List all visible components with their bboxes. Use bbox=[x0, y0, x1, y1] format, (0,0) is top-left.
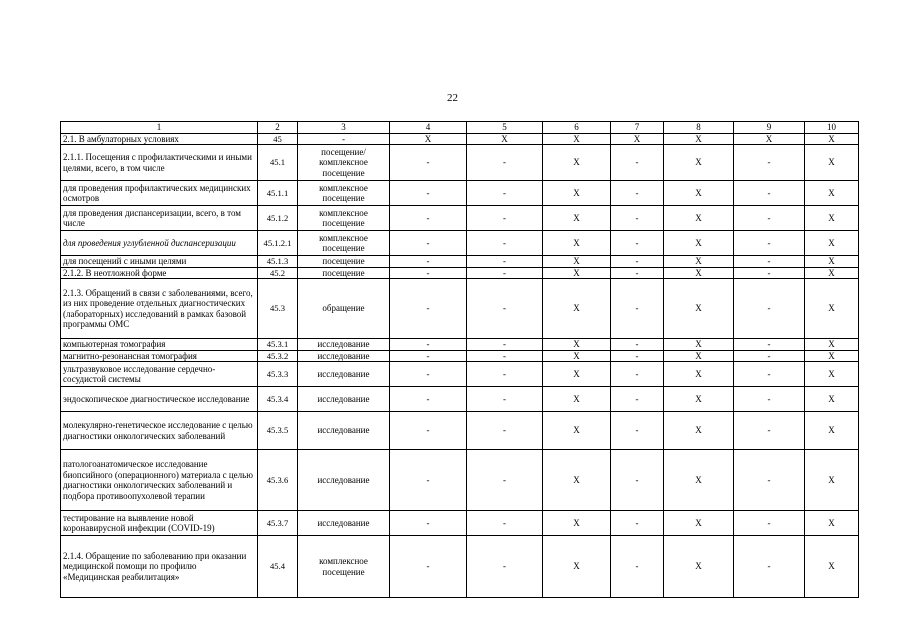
row-value-cell: X bbox=[543, 231, 611, 256]
row-value-cell: X bbox=[664, 536, 734, 598]
row-name-cell: 2.1.4. Обращение по заболеванию при оказании медицинской помощи по профилю «Медицинская реабилитация» bbox=[61, 536, 258, 598]
row-value-cell: - bbox=[734, 362, 805, 387]
row-value-cell: - bbox=[734, 231, 805, 256]
row-value-cell: X bbox=[805, 181, 859, 206]
row-value-cell: - bbox=[390, 256, 467, 268]
row-value-cell: X bbox=[543, 536, 611, 598]
row-value-cell: - bbox=[734, 412, 805, 450]
row-value-cell: - bbox=[734, 279, 805, 339]
row-unit-cell: комплексное посещение bbox=[298, 536, 390, 598]
row-value-cell: - bbox=[467, 206, 543, 231]
row-code-cell: 45.3.1 bbox=[258, 339, 298, 351]
row-unit-cell: исследование bbox=[298, 450, 390, 511]
row-value-cell: - bbox=[467, 145, 543, 181]
row-value-cell: - bbox=[390, 267, 467, 279]
row-name-cell: 2.1.3. Обращений в связи с заболеваниями, всего, из них проведение отдельных диагностических (лабораторных) исследований в рамках базовой программы ОМС bbox=[61, 279, 258, 339]
row-value-cell: - bbox=[467, 231, 543, 256]
row-code-cell: 45.3.7 bbox=[258, 511, 298, 536]
row-value-cell: - bbox=[467, 536, 543, 598]
row-value-cell: X bbox=[664, 412, 734, 450]
row-name-cell: ультразвуковое исследование сердечно-сосудистой системы bbox=[61, 362, 258, 387]
row-unit-cell: исследование bbox=[298, 387, 390, 412]
row-code-cell: 45.3.2 bbox=[258, 350, 298, 362]
row-value-cell: X bbox=[543, 145, 611, 181]
table-row bbox=[61, 536, 859, 598]
row-name-cell: патологоанатомическое исследование биопсийного (операционного) материала с целью диагностики онкологических заболеваний и подбора противоопухолевой терапии bbox=[61, 450, 258, 511]
row-value-cell: - bbox=[611, 387, 664, 412]
row-unit-cell: - bbox=[298, 133, 390, 145]
row-name-cell: магнитно-резонансная томография bbox=[61, 350, 258, 362]
row-unit-cell: исследование bbox=[298, 412, 390, 450]
row-value-cell: - bbox=[467, 387, 543, 412]
row-value-cell: - bbox=[467, 279, 543, 339]
row-unit-cell: посещение/ комплексное посещение bbox=[298, 145, 390, 181]
row-value-cell: X bbox=[805, 450, 859, 511]
row-name-cell: для проведения профилактических медицинских осмотров bbox=[61, 181, 258, 206]
row-value-cell: X bbox=[543, 450, 611, 511]
row-code-cell: 45 bbox=[258, 133, 298, 145]
row-name-cell: молекулярно-генетическое исследование с целью диагностики онкологических заболеваний bbox=[61, 412, 258, 450]
row-value-cell: - bbox=[611, 206, 664, 231]
row-value-cell: - bbox=[390, 145, 467, 181]
row-value-cell: - bbox=[734, 256, 805, 268]
row-value-cell: X bbox=[805, 267, 859, 279]
row-value-cell: X bbox=[543, 350, 611, 362]
row-value-cell: X bbox=[805, 511, 859, 536]
row-unit-cell: исследование bbox=[298, 339, 390, 351]
row-value-cell: - bbox=[611, 350, 664, 362]
header-cell: 5 bbox=[467, 122, 543, 134]
header-cell: 4 bbox=[390, 122, 467, 134]
row-unit-cell: исследование bbox=[298, 362, 390, 387]
row-code-cell: 45.1.1 bbox=[258, 181, 298, 206]
header-cell: 7 bbox=[611, 122, 664, 134]
row-value-cell: X bbox=[805, 279, 859, 339]
row-value-cell: X bbox=[805, 339, 859, 351]
data-table bbox=[60, 121, 859, 598]
row-name-cell: 2.1. В амбулаторных условиях bbox=[61, 133, 258, 145]
row-value-cell: X bbox=[664, 267, 734, 279]
row-value-cell: - bbox=[467, 267, 543, 279]
row-code-cell: 45.2 bbox=[258, 267, 298, 279]
row-unit-cell: комплексное посещение bbox=[298, 206, 390, 231]
row-value-cell: X bbox=[664, 279, 734, 339]
table-row bbox=[61, 206, 859, 231]
row-value-cell: X bbox=[805, 412, 859, 450]
table-row bbox=[61, 350, 859, 362]
row-value-cell: - bbox=[734, 387, 805, 412]
row-unit-cell: обращение bbox=[298, 279, 390, 339]
row-value-cell: X bbox=[543, 362, 611, 387]
row-value-cell: - bbox=[611, 450, 664, 511]
header-cell: 1 bbox=[61, 122, 258, 134]
row-value-cell: X bbox=[664, 387, 734, 412]
table-row bbox=[61, 267, 859, 279]
row-value-cell: - bbox=[611, 145, 664, 181]
row-value-cell: - bbox=[390, 362, 467, 387]
row-name-cell: компьютерная томография bbox=[61, 339, 258, 351]
row-value-cell: - bbox=[611, 181, 664, 206]
row-value-cell: - bbox=[611, 536, 664, 598]
row-value-cell: - bbox=[390, 181, 467, 206]
row-value-cell: - bbox=[611, 256, 664, 268]
row-code-cell: 45.3.4 bbox=[258, 387, 298, 412]
row-value-cell: X bbox=[543, 206, 611, 231]
row-value-cell: - bbox=[611, 339, 664, 351]
row-value-cell: - bbox=[390, 279, 467, 339]
row-value-cell: - bbox=[390, 536, 467, 598]
row-value-cell: - bbox=[734, 350, 805, 362]
row-value-cell: - bbox=[467, 350, 543, 362]
row-value-cell: - bbox=[390, 412, 467, 450]
row-value-cell: - bbox=[390, 387, 467, 412]
header-cell: 2 bbox=[258, 122, 298, 134]
table-row bbox=[61, 256, 859, 268]
row-value-cell: - bbox=[611, 511, 664, 536]
row-value-cell: X bbox=[664, 181, 734, 206]
table-row bbox=[61, 387, 859, 412]
row-value-cell: - bbox=[467, 181, 543, 206]
table-row bbox=[61, 133, 859, 145]
row-unit-cell: посещение bbox=[298, 267, 390, 279]
row-value-cell: - bbox=[390, 450, 467, 511]
row-value-cell: - bbox=[734, 511, 805, 536]
row-name-cell: эндоскопическое диагностическое исследование bbox=[61, 387, 258, 412]
row-value-cell: - bbox=[734, 339, 805, 351]
row-code-cell: 45.3.6 bbox=[258, 450, 298, 511]
row-value-cell: - bbox=[734, 206, 805, 231]
row-name-cell: тестирование на выявление новой коронавирусной инфекции (COVID-19) bbox=[61, 511, 258, 536]
row-value-cell: - bbox=[467, 412, 543, 450]
row-value-cell: - bbox=[390, 511, 467, 536]
row-value-cell: X bbox=[543, 339, 611, 351]
header-cell: 10 bbox=[805, 122, 859, 134]
page-number: 22 bbox=[447, 92, 458, 104]
row-unit-cell: комплексное посещение bbox=[298, 181, 390, 206]
row-value-cell: X bbox=[664, 350, 734, 362]
row-value-cell: X bbox=[543, 133, 611, 145]
table-row bbox=[61, 362, 859, 387]
row-name-cell: для посещений с иными целями bbox=[61, 256, 258, 268]
row-value-cell: - bbox=[611, 362, 664, 387]
row-value-cell: X bbox=[664, 450, 734, 511]
row-unit-cell: исследование bbox=[298, 350, 390, 362]
row-value-cell: - bbox=[734, 536, 805, 598]
row-value-cell: X bbox=[543, 256, 611, 268]
row-value-cell: X bbox=[543, 412, 611, 450]
row-value-cell: - bbox=[390, 231, 467, 256]
row-value-cell: X bbox=[664, 231, 734, 256]
header-cell: 8 bbox=[664, 122, 734, 134]
row-value-cell: X bbox=[805, 145, 859, 181]
row-value-cell: - bbox=[467, 450, 543, 511]
row-value-cell: X bbox=[805, 362, 859, 387]
table-row bbox=[61, 231, 859, 256]
table-row bbox=[61, 450, 859, 511]
row-value-cell: - bbox=[390, 206, 467, 231]
table-body bbox=[61, 133, 859, 598]
row-value-cell: X bbox=[664, 133, 734, 145]
row-value-cell: X bbox=[543, 279, 611, 339]
row-code-cell: 45.3.3 bbox=[258, 362, 298, 387]
row-value-cell: X bbox=[664, 362, 734, 387]
row-value-cell: X bbox=[805, 206, 859, 231]
row-value-cell: X bbox=[390, 133, 467, 145]
header-cell: 3 bbox=[298, 122, 390, 134]
row-value-cell: - bbox=[467, 511, 543, 536]
row-name-cell: 2.1.1. Посещения с профилактическими и иными целями, всего, в том числе bbox=[61, 145, 258, 181]
row-value-cell: X bbox=[805, 231, 859, 256]
table-row bbox=[61, 412, 859, 450]
row-value-cell: X bbox=[543, 267, 611, 279]
row-name-cell: для проведения диспансеризации, всего, в том числе bbox=[61, 206, 258, 231]
row-code-cell: 45.1.3 bbox=[258, 256, 298, 268]
row-value-cell: - bbox=[467, 256, 543, 268]
row-code-cell: 45.3.5 bbox=[258, 412, 298, 450]
table-row bbox=[61, 145, 859, 181]
row-value-cell: X bbox=[664, 206, 734, 231]
row-code-cell: 45.1 bbox=[258, 145, 298, 181]
row-value-cell: X bbox=[543, 511, 611, 536]
table-row bbox=[61, 181, 859, 206]
table-row bbox=[61, 279, 859, 339]
row-code-cell: 45.1.2.1 bbox=[258, 231, 298, 256]
row-value-cell: - bbox=[611, 231, 664, 256]
row-value-cell: X bbox=[805, 256, 859, 268]
row-name-cell: для проведения углубленной диспансеризации bbox=[61, 231, 258, 256]
row-unit-cell: комплексное посещение bbox=[298, 231, 390, 256]
row-name-cell: 2.1.2. В неотложной форме bbox=[61, 267, 258, 279]
row-value-cell: X bbox=[467, 133, 543, 145]
row-value-cell: - bbox=[611, 279, 664, 339]
header-cell: 9 bbox=[734, 122, 805, 134]
row-value-cell: - bbox=[734, 145, 805, 181]
row-value-cell: - bbox=[390, 350, 467, 362]
row-value-cell: - bbox=[611, 412, 664, 450]
row-unit-cell: исследование bbox=[298, 511, 390, 536]
row-value-cell: X bbox=[611, 133, 664, 145]
row-value-cell: X bbox=[664, 339, 734, 351]
row-code-cell: 45.3 bbox=[258, 279, 298, 339]
row-code-cell: 45.1.2 bbox=[258, 206, 298, 231]
row-value-cell: X bbox=[664, 145, 734, 181]
row-value-cell: X bbox=[664, 256, 734, 268]
row-code-cell: 45.4 bbox=[258, 536, 298, 598]
row-value-cell: X bbox=[734, 133, 805, 145]
header-cell: 6 bbox=[543, 122, 611, 134]
row-value-cell: - bbox=[734, 450, 805, 511]
row-value-cell: X bbox=[543, 387, 611, 412]
row-value-cell: - bbox=[611, 267, 664, 279]
row-value-cell: X bbox=[805, 536, 859, 598]
row-value-cell: X bbox=[664, 511, 734, 536]
row-value-cell: - bbox=[390, 339, 467, 351]
table-row bbox=[61, 339, 859, 351]
row-value-cell: X bbox=[543, 181, 611, 206]
row-unit-cell: посещение bbox=[298, 256, 390, 268]
header-row bbox=[61, 122, 859, 134]
row-value-cell: X bbox=[805, 350, 859, 362]
row-value-cell: X bbox=[805, 133, 859, 145]
row-value-cell: - bbox=[734, 181, 805, 206]
row-value-cell: - bbox=[467, 339, 543, 351]
table-row bbox=[61, 511, 859, 536]
row-value-cell: - bbox=[467, 362, 543, 387]
row-value-cell: - bbox=[734, 267, 805, 279]
row-value-cell: X bbox=[805, 387, 859, 412]
